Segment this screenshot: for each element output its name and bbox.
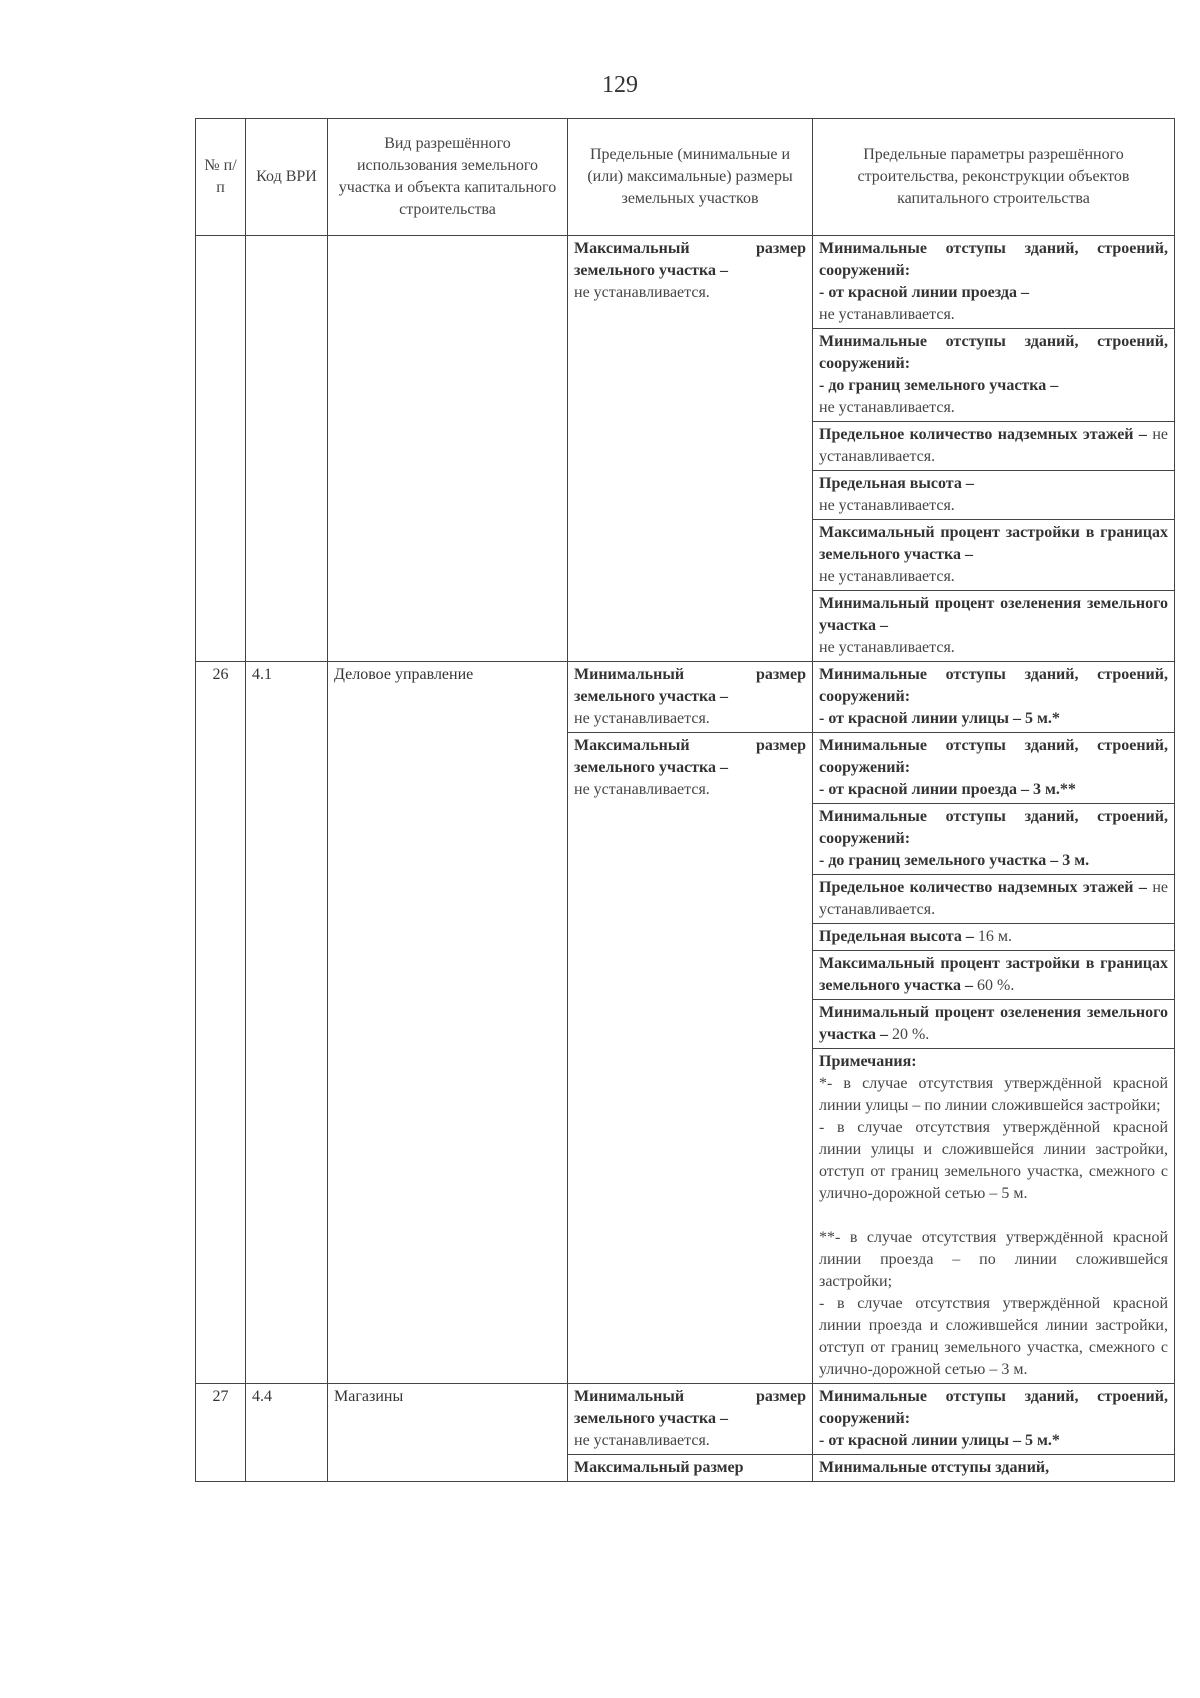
row26-num: 26 bbox=[196, 662, 246, 1384]
cont-param-2 bbox=[813, 329, 1175, 422]
param-value: не устанавливается. bbox=[819, 426, 1168, 465]
row27-kind: Магазины bbox=[328, 1384, 568, 1482]
cont-param-1 bbox=[813, 236, 1175, 329]
param-value: не устанавливается. bbox=[819, 879, 1168, 918]
cont-code-cell bbox=[246, 236, 328, 662]
regulations-table bbox=[195, 118, 1174, 1482]
table-row bbox=[196, 662, 1175, 733]
param-value: не устанавливается. bbox=[819, 497, 955, 514]
row27-num: 27 bbox=[196, 1384, 246, 1482]
header-params: Предельные параметры разрешённого строительства, реконструкции объектов капитального строительства bbox=[813, 119, 1175, 236]
row26-code: 4.1 bbox=[246, 662, 328, 1384]
param-title: Минимальные отступы зданий, строений, сооружений: bbox=[819, 666, 1168, 705]
param-title: Минимальные отступы зданий, строений, сооружений: bbox=[819, 737, 1168, 776]
header-row bbox=[196, 119, 1175, 236]
cont-kind-cell bbox=[328, 236, 568, 662]
param-value: не устанавливается. bbox=[819, 306, 955, 323]
cont-param-4 bbox=[813, 471, 1175, 520]
row27-max-size bbox=[568, 1455, 813, 1482]
row27-param-2 bbox=[813, 1455, 1175, 1482]
header-sizes: Предельные (минимальные и (или) максимальные) размеры земельных участков bbox=[568, 119, 813, 236]
size-value: не устанавливается. bbox=[574, 710, 710, 727]
row26-param-3 bbox=[813, 804, 1175, 875]
row26-notes bbox=[813, 1049, 1175, 1384]
param-line: - до границ земельного участка – bbox=[819, 377, 1059, 394]
param-value: 60 %. bbox=[977, 977, 1015, 994]
note-text: - в случае отсутствия утверждённой красной линии улицы и сложившейся линии застройки, отступ от границ земельного участка, смежного с улично-дорожной сетью – 5 м. bbox=[819, 1119, 1168, 1202]
cont-param-6 bbox=[813, 591, 1175, 662]
row27-code: 4.4 bbox=[246, 1384, 328, 1482]
header-kind: Вид разрешённого использования земельного участка и объекта капитального строительства bbox=[328, 119, 568, 236]
table-row bbox=[196, 1384, 1175, 1455]
param-title: Минимальные отступы зданий, bbox=[819, 1459, 1050, 1476]
param-title: Предельная высота – bbox=[819, 475, 974, 492]
row26-kind: Деловое управление bbox=[328, 662, 568, 1384]
param-value: не устанавливается. bbox=[819, 399, 955, 416]
param-value: 16 м. bbox=[977, 928, 1012, 945]
param-line: - от красной линии улицы – 5 м.* bbox=[819, 710, 1060, 727]
note-text: - в случае отсутствия утверждённой красной линии проезда и сложившейся линии застройки, отступ от границ земельного участка, смежного с улично-дорожной сетью – 3 м. bbox=[819, 1295, 1168, 1378]
param-line: - от красной линии проезда – 3 м.** bbox=[819, 781, 1076, 798]
table-row bbox=[196, 236, 1175, 329]
cont-param-3 bbox=[813, 422, 1175, 471]
param-value: не устанавливается. bbox=[819, 568, 955, 585]
size-title: Максимальный размер bbox=[574, 1459, 744, 1476]
param-title: Минимальные отступы зданий, строений, сооружений: bbox=[819, 240, 1168, 279]
size-value: не устанавливается. bbox=[574, 1432, 710, 1449]
row26-min-size bbox=[568, 662, 813, 733]
param-line: - от красной линии улицы – 5 м.* bbox=[819, 1432, 1060, 1449]
param-title: Максимальный процент застройки в границах земельного участка – bbox=[819, 524, 1168, 563]
row26-max-size bbox=[568, 733, 813, 1384]
cont-param-5 bbox=[813, 520, 1175, 591]
row26-param-7 bbox=[813, 1000, 1175, 1049]
row26-param-4 bbox=[813, 875, 1175, 924]
note-text: **- в случае отсутствия утверждённой красной линии проезда – по линии сложившейся застройки; bbox=[819, 1229, 1168, 1290]
size-title: Максимальный размер земельного участка – bbox=[574, 737, 806, 776]
cont-max-size-value: не устанавливается. bbox=[574, 284, 710, 301]
param-line: - до границ земельного участка – 3 м. bbox=[819, 852, 1090, 869]
size-title: Минимальный размер земельного участка – bbox=[574, 1388, 806, 1427]
param-title: Минимальный процент озеленения земельного участка – bbox=[819, 1004, 1168, 1043]
row27-param-1 bbox=[813, 1384, 1175, 1455]
row27-min-size bbox=[568, 1384, 813, 1455]
param-title: Минимальный процент озеленения земельного участка – bbox=[819, 595, 1168, 634]
row26-param-1 bbox=[813, 662, 1175, 733]
param-title: Минимальные отступы зданий, строений, сооружений: bbox=[819, 808, 1168, 847]
param-title: Минимальные отступы зданий, строений, сооружений: bbox=[819, 333, 1168, 372]
cont-max-size-title: Максимальный размер земельного участка – bbox=[574, 240, 806, 279]
header-num: № п/п bbox=[196, 119, 246, 236]
param-title: Предельное количество надземных этажей – bbox=[819, 426, 1147, 443]
header-code: Код ВРИ bbox=[246, 119, 328, 236]
param-value: не устанавливается. bbox=[819, 639, 955, 656]
param-line: - от красной линии проезда – bbox=[819, 284, 1029, 301]
note-text: *- в случае отсутствия утверждённой красной линии улицы – по линии сложившейся застройки; bbox=[819, 1075, 1168, 1114]
size-title: Минимальный размер земельного участка – bbox=[574, 666, 806, 705]
param-value: 20 %. bbox=[891, 1026, 930, 1043]
row26-param-6 bbox=[813, 951, 1175, 1000]
cont-max-size bbox=[568, 236, 813, 662]
row26-param-2 bbox=[813, 733, 1175, 804]
row26-param-5 bbox=[813, 924, 1175, 951]
notes-title: Примечания: bbox=[819, 1053, 917, 1070]
param-title: Предельная высота – bbox=[819, 928, 974, 945]
size-value: не устанавливается. bbox=[574, 781, 710, 798]
param-title: Максимальный процент застройки в границах земельного участка – bbox=[819, 955, 1168, 994]
cont-num-cell bbox=[196, 236, 246, 662]
page-number: 129 bbox=[602, 72, 638, 98]
param-title: Минимальные отступы зданий, строений, сооружений: bbox=[819, 1388, 1168, 1427]
param-title: Предельное количество надземных этажей – bbox=[819, 879, 1147, 896]
